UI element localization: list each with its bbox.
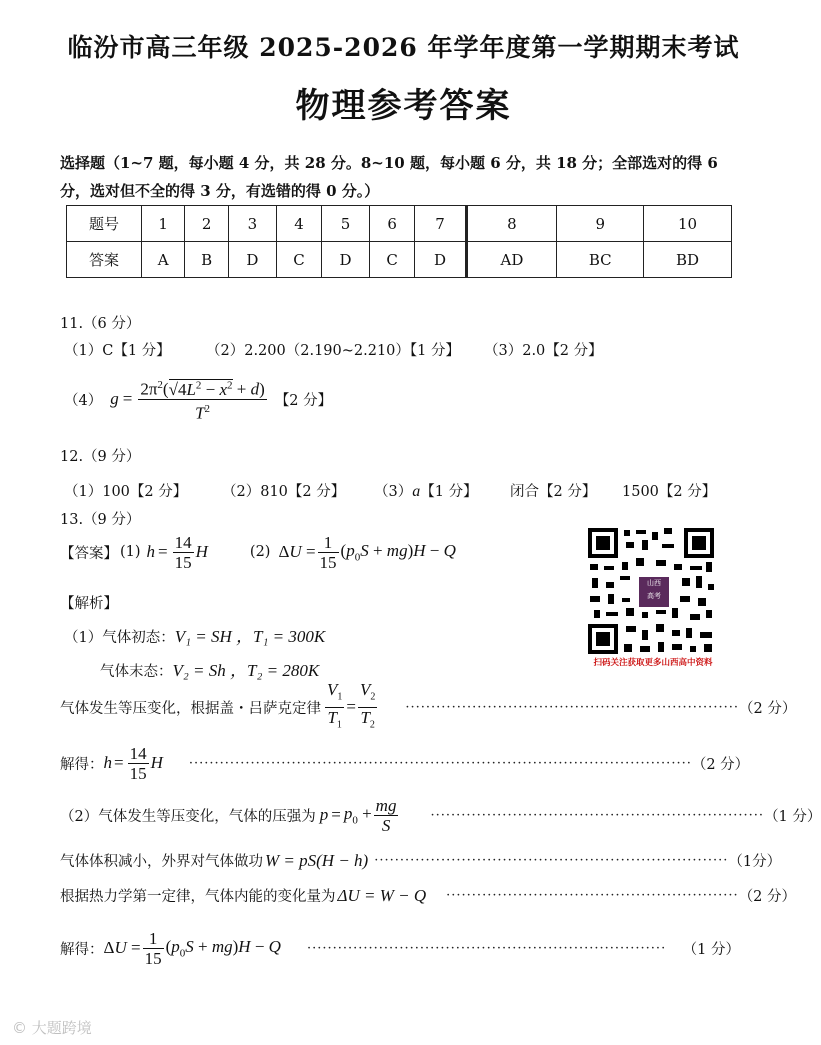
- table-cell: D: [322, 242, 370, 278]
- q12-part-4: 闭合【2 分】: [510, 484, 597, 500]
- formula-fraction: $\frac{2\pi^2(√4L^2 - x^2 + d)}{T^2}$: [138, 376, 266, 422]
- table-cell: D: [415, 242, 466, 278]
- q13-header: 13.（9 分）: [60, 512, 141, 528]
- table-cell: B: [185, 242, 229, 278]
- q13-answer-label: 【答案】: [60, 545, 118, 562]
- q12-part-1: （1）100【2 分】: [64, 484, 188, 500]
- q12-header: 12.（9 分）: [60, 449, 141, 465]
- q11-part-2: （2）2.200（2.190~2.210）【1 分】: [206, 343, 460, 359]
- table-row-answers: [67, 242, 732, 278]
- table-cell: A: [142, 242, 185, 278]
- q11-part-3: （3）2.0【2 分】: [484, 343, 603, 359]
- answer-table: [66, 205, 732, 278]
- q13-part-1-label: (1): [120, 544, 141, 560]
- step-4: 根据热力学第一定律，气体内能的变化量为 ΔU = W − Q ························································· （2 分）: [60, 885, 797, 905]
- watermark-text: © 大题跨境: [12, 1019, 92, 1037]
- table-cell: D: [229, 242, 277, 278]
- solve-1: 解得： h = $\frac{14}{15}$ H ·································································································· （2 分）: [60, 743, 750, 783]
- table-cell-label: 答案: [67, 242, 142, 278]
- q13-answer: 【答案】 (1) h = $\frac{14}{15}$ H (2) ΔU = $\frac{1}{15}$ $(p_0S + mg)H - Q$: [60, 532, 456, 572]
- qr-caption: 扫码关注获取更多山西高中资料: [593, 658, 713, 668]
- q11-header: 11.（6 分）: [60, 316, 141, 332]
- table-cell: 2: [185, 206, 229, 242]
- table-cell: 10: [644, 206, 732, 242]
- solve-2: 解得： ΔU = $\frac{1}{15}$ $(p_0S + mg)H - Q$ ······································································ （1 分）: [60, 928, 740, 968]
- table-cell: AD: [466, 242, 557, 278]
- table-cell: BC: [557, 242, 644, 278]
- q13-part-2-label: (2): [249, 544, 271, 560]
- table-cell: 1: [142, 206, 185, 242]
- equals-sign: =: [122, 389, 133, 408]
- initial-state: （1）气体初态：V₁ = SH ，T₁ = 300K: [64, 627, 326, 646]
- table-cell: 7: [415, 206, 466, 242]
- instructions-line-2: 分，选对但不全的得 3 分，有选错的得 0 分。）: [60, 182, 380, 200]
- q12-part-3: （3）a【1 分】: [374, 483, 478, 500]
- table-cell: 4: [276, 206, 322, 242]
- table-row-numbers: [67, 206, 732, 242]
- q11-part-4: [64, 374, 332, 424]
- table-cell: 5: [322, 206, 370, 242]
- q11-part-4-label: （4）: [64, 392, 103, 409]
- step-1: 气体发生等压变化，根据盖・吕萨克定律 $\frac{V_1}{T_1}$ = $\frac{V_2}{T_2}$ ································································· （2 分）: [60, 680, 797, 730]
- table-cell: C: [369, 242, 415, 278]
- q12-part-5: 1500【2 分】: [622, 484, 717, 500]
- table-cell: C: [276, 242, 322, 278]
- step-2: （2）气体发生等压变化，气体的压强为 p = $p_0$ + $\frac{mg}{S}$ ································································· （1 分）: [60, 795, 821, 835]
- final-state: 气体末态：V₂ = Sh ，T₂ = 280K: [100, 661, 320, 680]
- table-cell: 6: [369, 206, 415, 242]
- instructions-line-1: 选择题（1~7 题，每小题 4 分，共 28 分。8~10 题，每小题 6 分，共 18 分；全部选对的得 6: [60, 154, 718, 172]
- formula-g: g: [110, 389, 119, 408]
- q12-part-2: （2）810【2 分】: [222, 484, 346, 500]
- table-cell: BD: [644, 242, 732, 278]
- answer-key-title: 物理参考答案: [295, 86, 512, 126]
- table-cell: 3: [229, 206, 277, 242]
- q11-part-4-score: 【2 分】: [274, 392, 333, 409]
- exam-title: 临汾市高三年级 2025-2026 年学年度第一学期期末考试: [67, 33, 740, 62]
- table-cell: 9: [557, 206, 644, 242]
- table-cell: 8: [466, 206, 557, 242]
- table-cell-label: 题号: [67, 206, 142, 242]
- step-3: 气体体积减小，外界对气体做功 W = pS(H − h) ····································································· （1分）: [60, 850, 782, 870]
- qr-logo-badge: 山西 高考: [637, 575, 671, 609]
- analysis-label: 【解析】: [60, 596, 118, 612]
- q11-part-1: （1）C【1 分】: [64, 343, 171, 359]
